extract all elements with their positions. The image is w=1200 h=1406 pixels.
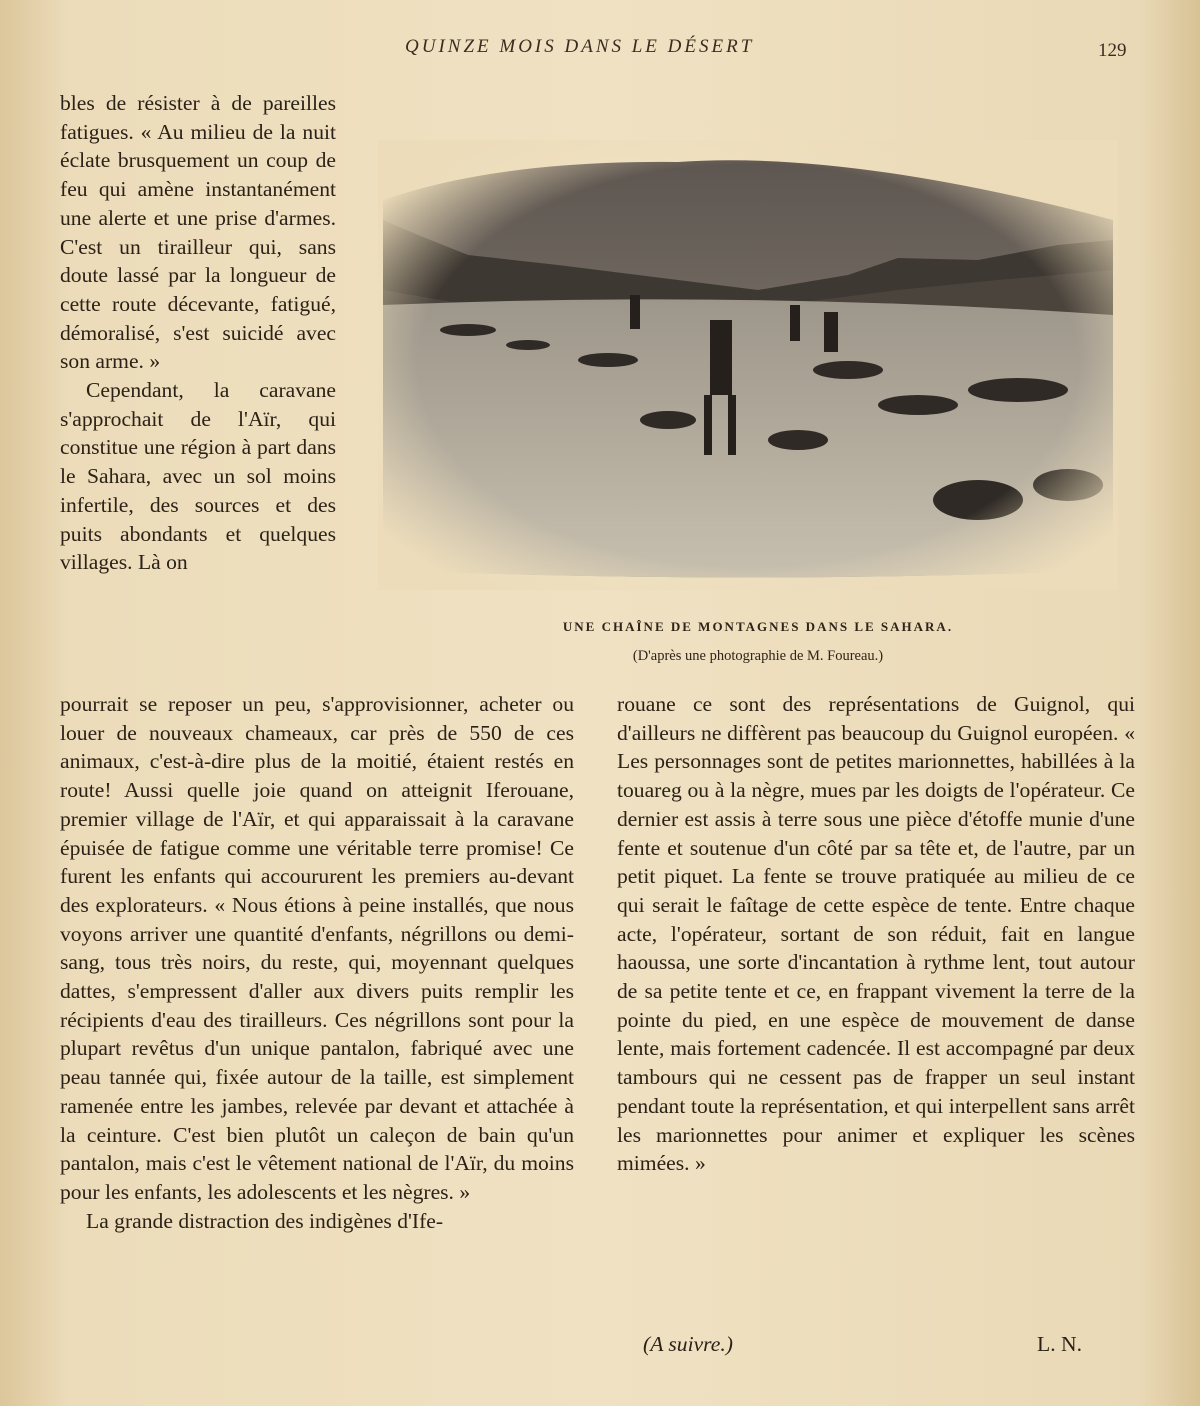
author-signature: L. N.: [1037, 1332, 1082, 1356]
to-be-continued: (A suivre.): [643, 1332, 733, 1356]
paragraph-2: Cependant, la caravane s'approchait de l'Aïr, qui constitue une région à part dans le Sahara, avec un sol moins infertile, des sources et des puits abondants et quelques villages. Là on: [60, 378, 336, 575]
column-left-bottom: [60, 690, 574, 1235]
paragraph-2-continued: pourrait se reposer un peu, s'approvisionner, acheter ou louer de nouveaux chameaux, car près de 550 de ces animaux, c'est-à-dire plus de la moitié, étaient restés en route! Aussi quelle joie quand on atteignit Iferouane, premier village de l'Aïr, et qui apparaissait à la caravane épuisée de fatigue comme une véritable terre promise! Ce furent les enfants qui accoururent les premiers au-devant des explorateurs. « Nous étions à peine installés, que nous voyons arriver une quantité d'enfants, négrillons ou demi-sang, tous très noirs, du reste, qui, moyennant quelques dattes, s'empressent d'aller aux divers puits remplir les récipients d'eau des tirailleurs. Ces négrillons sont pour la plupart revêtus d'un unique pantalon, fabriqué avec une peau tannée qui, fixée autour de la taille, est simplement ramenée entre les jambes, relevée par devant et attachée à la ceinture. C'est bien plutôt un caleçon de bain qu'un pantalon, mais c'est le vêtement national de l'Aïr, du moins pour les enfants, les adolescents et les nègres. »: [60, 692, 574, 1204]
desert-photograph: [378, 140, 1118, 590]
paragraph-3-continued: rouane ce sont des représentations de Guignol, qui d'ailleurs ne diffèrent pas beaucoup du Guignol européen. « Les personnages sont de petites marionnettes, habillées à la touareg ou à la nègre, mues par les doigts de l'opérateur. Ce dernier est assis à terre sous une pièce d'étoffe munie d'une fente et soutenue d'un côté par sa tête et, de l'autre, par un petit piquet. La fente se trouve pratiquée au milieu de ce qui serait le faîtage de cette espèce de tente. Entre chaque acte, l'opérateur, sortant de son réduit, fait en langue haoussa, une sorte d'incantation à rythme lent, tout autour de sa petite tente et ce, en frappant vivement la terre de la pointe du pied, en une espèce de mouvement de danse lente, mais fortement cadencée. Il est accompagné par deux tambours qui ne cessent pas de frapper un seul instant pendant toute la représentation, et qui interpellent sans arrêt les marionnettes pour animer et expliquer les scènes mimées. »: [617, 692, 1135, 1176]
page-number: 129: [1098, 40, 1127, 61]
paragraph-1: bles de résister à de pareilles fatigues. « Au milieu de la nuit éclate brusquement un coup de feu qui amène instantanément une alerte et une prise d'armes. C'est un tirailleur qui, sans doute lassé par la longueur de cette route décevante, fatigué, démoralisé, s'est suicidé avec son arme. »: [60, 91, 336, 374]
figure-caption-title: UNE CHAÎNE DE MONTAGNES DANS LE SAHARA.: [562, 619, 954, 634]
figure-caption-credit: (D'après une photographie de M. Foureau.): [632, 648, 884, 664]
column-left-top: [60, 89, 336, 577]
running-title: QUINZE MOIS DANS LE DÉSERT: [405, 36, 755, 57]
column-right-bottom: [617, 690, 1135, 1178]
paragraph-3: La grande distraction des indigènes d'Ife-: [86, 1208, 444, 1233]
desert-mountain-image: [378, 140, 1118, 590]
